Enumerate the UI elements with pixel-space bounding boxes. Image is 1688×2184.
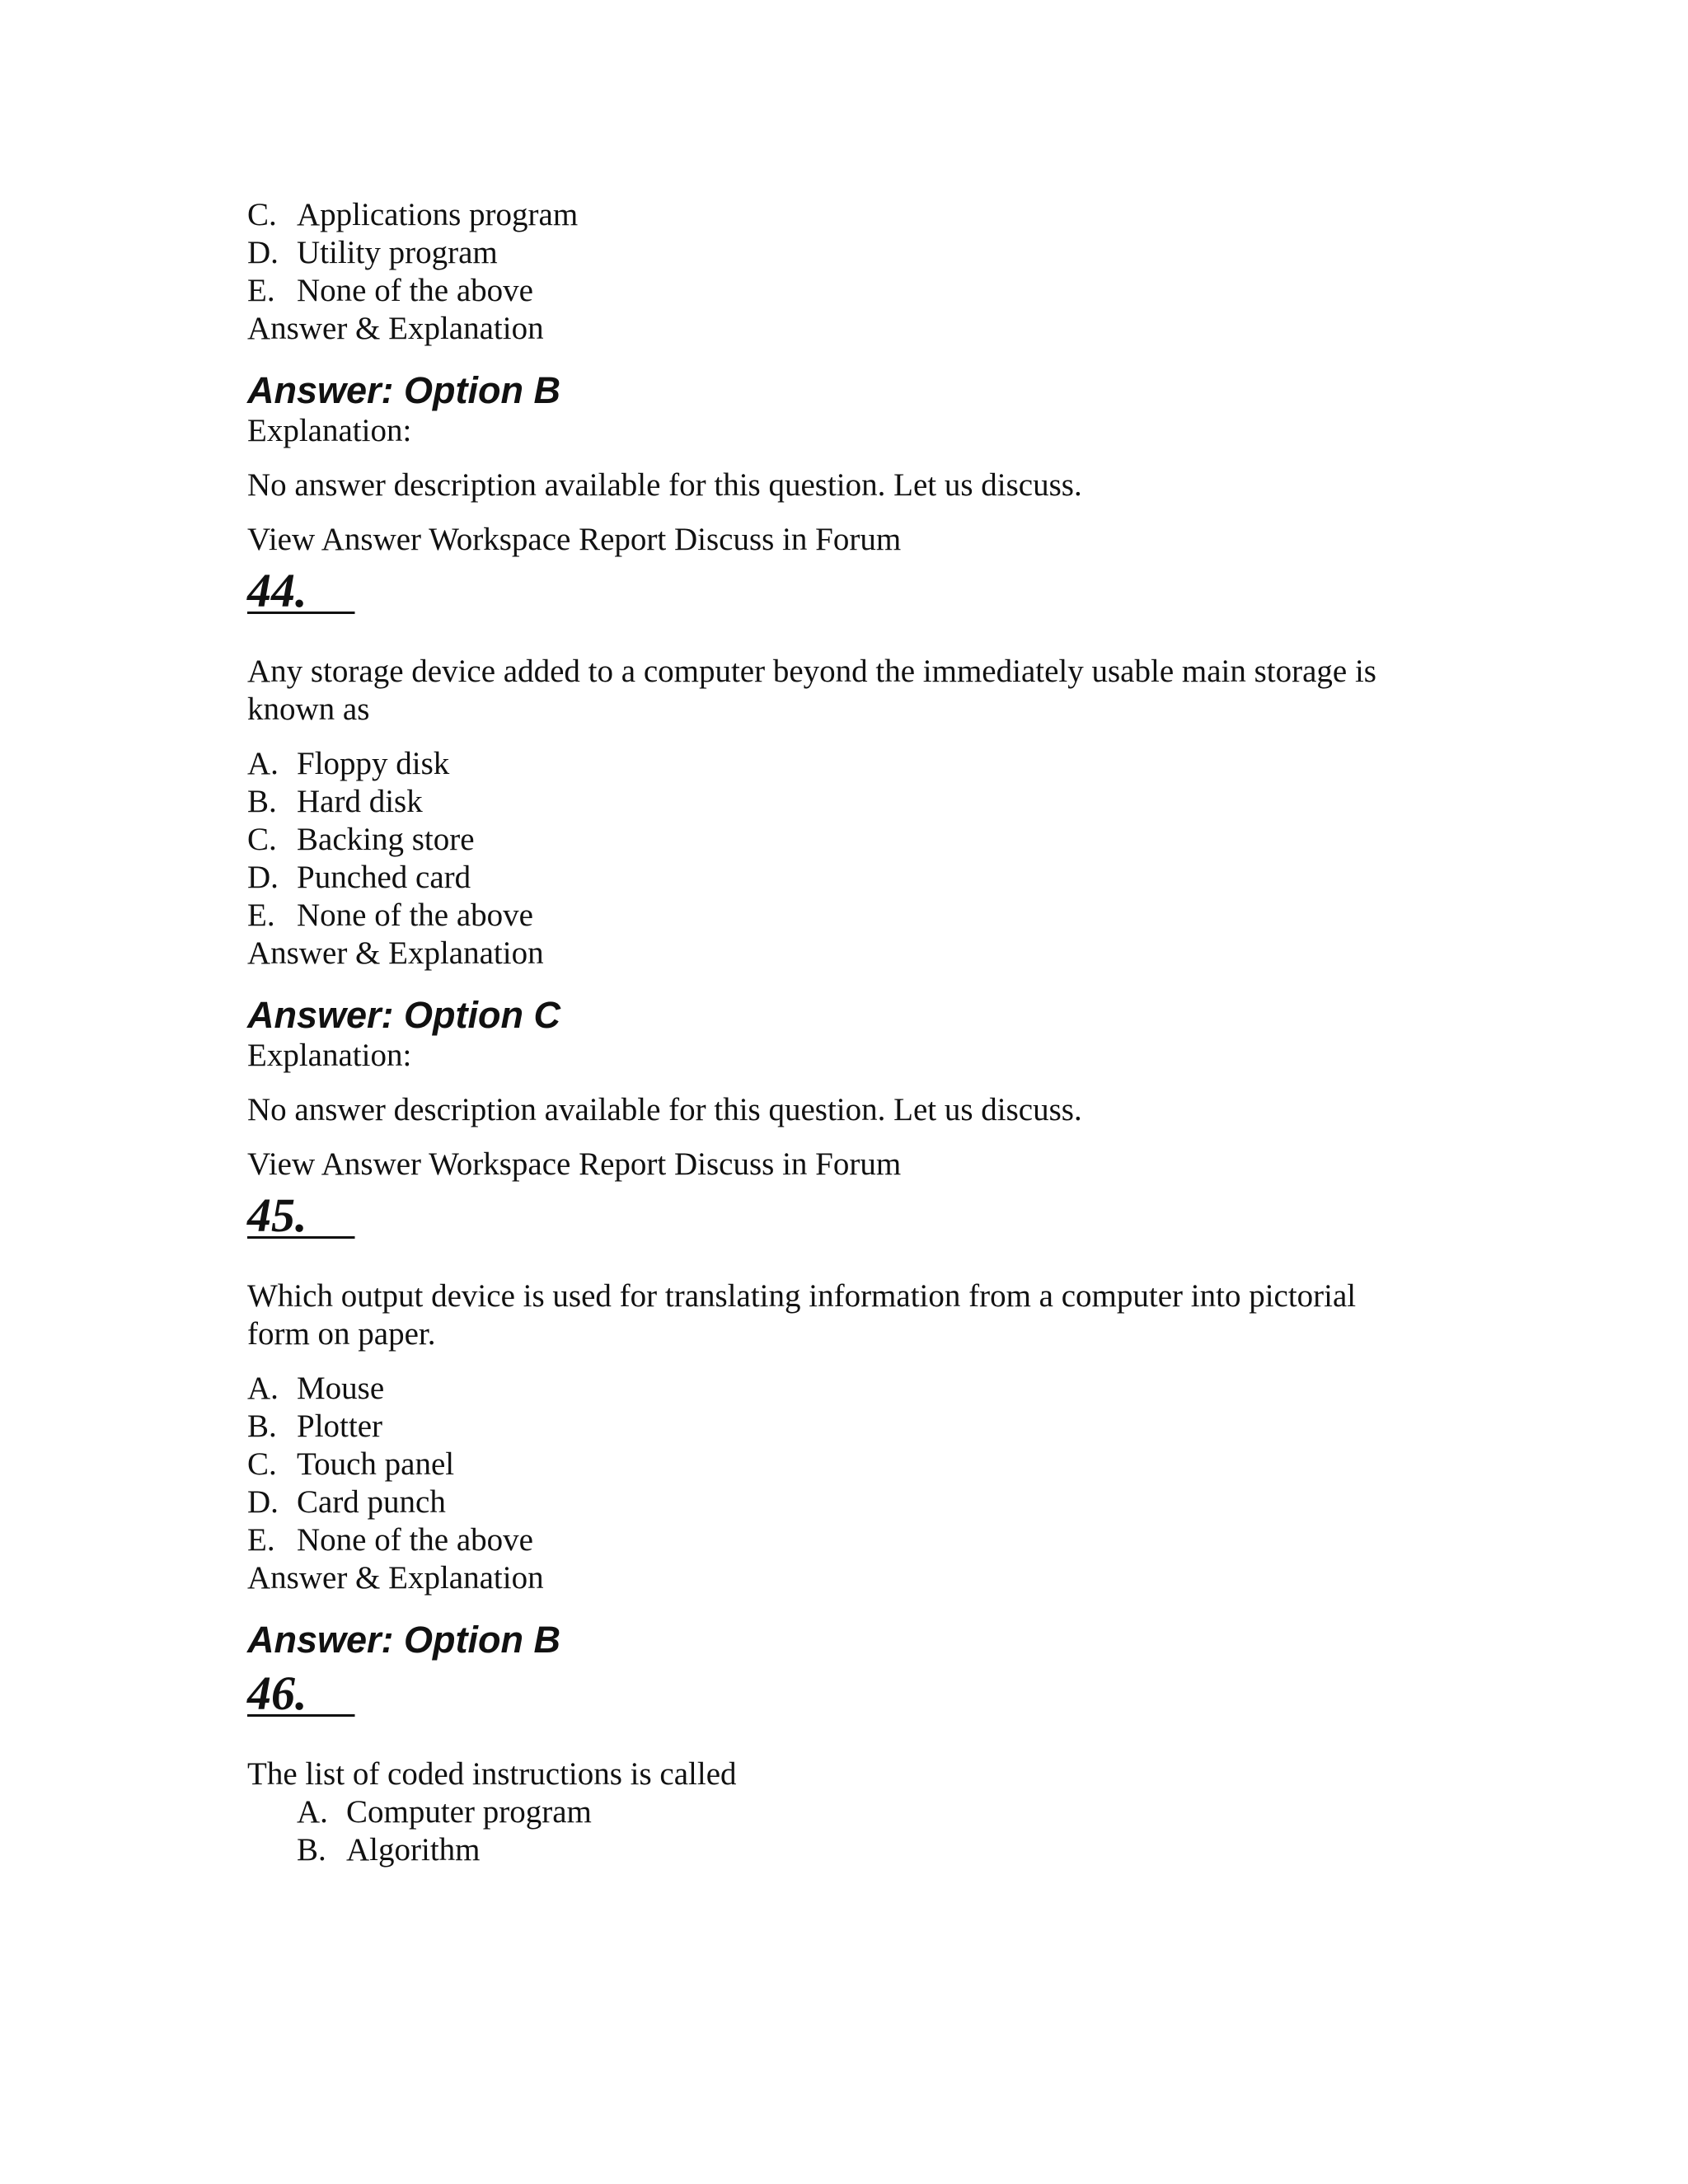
option-item (247, 859, 1451, 897)
question-number-45 (247, 1188, 1451, 1243)
page-content (247, 196, 1451, 1869)
answer-explanation-label: Answer & Explanation (247, 311, 544, 346)
option-item (247, 897, 1451, 935)
option-text: Punched card (297, 860, 471, 895)
answer-heading: Answer: Option C (247, 994, 560, 1036)
option-letter: B. (247, 784, 277, 819)
option-text: Floppy disk (297, 746, 450, 781)
question-number-text: 46. (247, 1666, 307, 1720)
explanation-text: No answer description available for this question. Let us discuss. (247, 467, 1082, 503)
question-text-line1: Which output device is used for translating information from a computer into pictorial (247, 1278, 1357, 1314)
option-letter: E. (247, 273, 275, 308)
option-item (247, 1408, 1451, 1446)
option-text: Card punch (297, 1484, 446, 1520)
option-text: Backing store (297, 822, 475, 857)
option-text: None of the above (297, 898, 533, 933)
option-item (247, 1521, 1451, 1559)
option-letter: C. (247, 1446, 277, 1482)
q45-options (247, 1370, 1451, 1559)
question-text-line2: known as (247, 691, 370, 727)
option-text: Plotter (297, 1408, 382, 1444)
option-letter: D. (247, 235, 279, 270)
option-letter: D. (247, 1484, 279, 1520)
q44-options (247, 745, 1451, 935)
question-text: The list of coded instructions is called (247, 1756, 737, 1792)
option-text: Utility program (297, 235, 498, 270)
option-item (247, 1370, 1451, 1408)
option-letter: A. (297, 1794, 328, 1830)
option-text: Algorithm (346, 1832, 481, 1868)
option-item (247, 272, 1451, 310)
option-letter: B. (247, 1408, 277, 1444)
answer-heading: Answer: Option B (247, 1619, 560, 1661)
answer-explanation-label: Answer & Explanation (247, 935, 544, 971)
option-item (247, 1446, 1451, 1483)
option-letter: C. (247, 822, 277, 857)
option-text: Touch panel (297, 1446, 455, 1482)
option-item (247, 783, 1451, 821)
option-letter: D. (247, 860, 279, 895)
q46-options (247, 1793, 1451, 1869)
option-item (297, 1793, 1451, 1831)
option-item (297, 1831, 1451, 1869)
question-text-line2: form on paper. (247, 1316, 436, 1352)
option-letter: C. (247, 197, 277, 232)
option-text: Applications program (297, 197, 579, 232)
explanation-label: Explanation: (247, 1038, 412, 1073)
question-number-44 (247, 564, 1451, 618)
option-text: Computer program (346, 1794, 592, 1830)
explanation-text: No answer description available for this question. Let us discuss. (247, 1092, 1082, 1127)
question-text-line1: Any storage device added to a computer beyond the immediately usable main storage is (247, 654, 1376, 689)
answer-actions: View Answer Workspace Report Discuss in Forum (247, 522, 902, 557)
q43-options (247, 196, 1451, 310)
option-letter: E. (247, 1522, 275, 1558)
option-letter: A. (247, 746, 279, 781)
option-text: Mouse (297, 1371, 385, 1406)
option-letter: E. (247, 898, 275, 933)
option-item (247, 821, 1451, 859)
answer-explanation-label: Answer & Explanation (247, 1560, 544, 1596)
option-text: Hard disk (297, 784, 423, 819)
option-letter: B. (297, 1832, 326, 1868)
option-text: None of the above (297, 273, 533, 308)
option-item (247, 745, 1451, 783)
answer-heading: Answer: Option B (247, 369, 560, 411)
option-item (247, 234, 1451, 272)
option-text: None of the above (297, 1522, 533, 1558)
answer-actions: View Answer Workspace Report Discuss in Forum (247, 1146, 902, 1182)
option-letter: A. (247, 1371, 279, 1406)
question-number-text: 45. (247, 1188, 307, 1242)
option-item (247, 196, 1451, 234)
question-number-46 (247, 1666, 1451, 1721)
option-item (247, 1483, 1451, 1521)
question-number-text: 44. (247, 564, 307, 617)
explanation-label: Explanation: (247, 413, 412, 448)
